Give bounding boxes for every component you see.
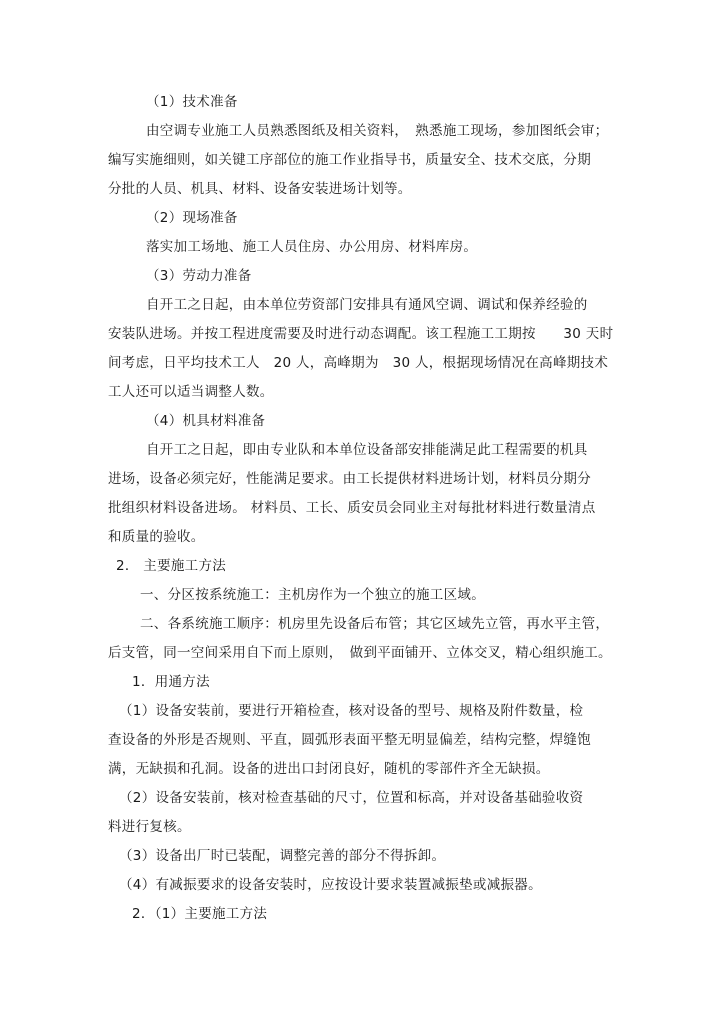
paragraph-line: 和质量的验收。 [108,529,205,545]
paragraph-line: 由空调专业施工人员熟悉图纸及相关资料， 熟悉施工现场，参加图纸会审； [146,123,609,139]
paragraph-line: 自开工之日起，由本单位劳资部门安排具有通风空调、调试和保养经验的 [146,297,588,313]
paragraph-line: 查设备的外形是否规则、平直，圆弧形表面平整无明显偏差，结构完整，焊缝饱 [108,732,591,748]
paragraph-line: 分批的人员、机具、材料、设备安装进场计划等。 [108,181,412,197]
paragraph-line: （1）设备安装前，要进行开箱检查，核对设备的型号、规格及附件数量，检 [119,703,584,719]
heading-technical-preparation: （1）技术准备 [146,94,238,110]
paragraph-line: 二、各系统施工顺序：机房里先设备后布管；其它区域先立管，再水平主管， [140,616,610,632]
paragraph-line: 安装队进场。并按工程进度需要及时进行动态调配。该工程施工工期按 30 天时 [108,326,614,342]
paragraph-line: 批组织材料设备进场。 材料员、工长、质安员会同业主对每批材料进行数量清点 [108,500,596,516]
heading-main-methods: 2． 主要施工方法 [116,558,227,574]
paragraph-line: 后支管，同一空间采用自下而上原则， 做到平面铺开、立体交叉，精心组织施工。 [108,645,612,661]
paragraph-line: （3）设备出厂时已装配，调整完善的部分不得拆卸。 [119,848,446,864]
paragraph-line: 落实加工场地、施工人员住房、办公用房、材料库房。 [146,239,478,255]
heading-labor-preparation: （3）劳动力准备 [146,268,252,284]
paragraph-line: 一、分区按系统施工：主机房作为一个独立的施工区域。 [140,587,485,603]
paragraph-line: （2）设备安装前，核对检查基础的尺寸，位置和标高，并对设备基础验收资 [119,790,584,806]
paragraph-line: 料进行复核。 [108,819,191,835]
heading-equipment-materials: （4）机具材料准备 [146,413,266,429]
paragraph-line: 自开工之日起，即由专业队和本单位设备部安排能满足此工程需要的机具 [146,442,588,458]
paragraph-line: 工人还可以适当调整人数。 [108,384,274,400]
paragraph-line: 满，无缺损和孔洞。设备的进出口封闭良好，随机的零部件齐全无缺损。 [108,761,550,777]
heading-general-methods: 1．用通方法 [132,674,210,690]
paragraph-line: （4）有减振要求的设备安装时，应按设计要求装置减振垫或减振器。 [119,877,542,893]
paragraph-line: 间考虑，日平均技术工人 20 人，高峰期为 30 人，根据现场情况在高峰期技术 [108,355,609,371]
heading-site-preparation: （2）现场准备 [146,210,238,226]
heading-main-methods-sub: 2．（1）主要施工方法 [132,906,268,922]
paragraph-line: 编写实施细则，如关键工序部位的施工作业指导书，质量安全、技术交底，分期 [108,152,591,168]
paragraph-line: 进场，设备必须完好，性能满足要求。由工长提供材料进场计划，材料员分期分 [108,471,591,487]
